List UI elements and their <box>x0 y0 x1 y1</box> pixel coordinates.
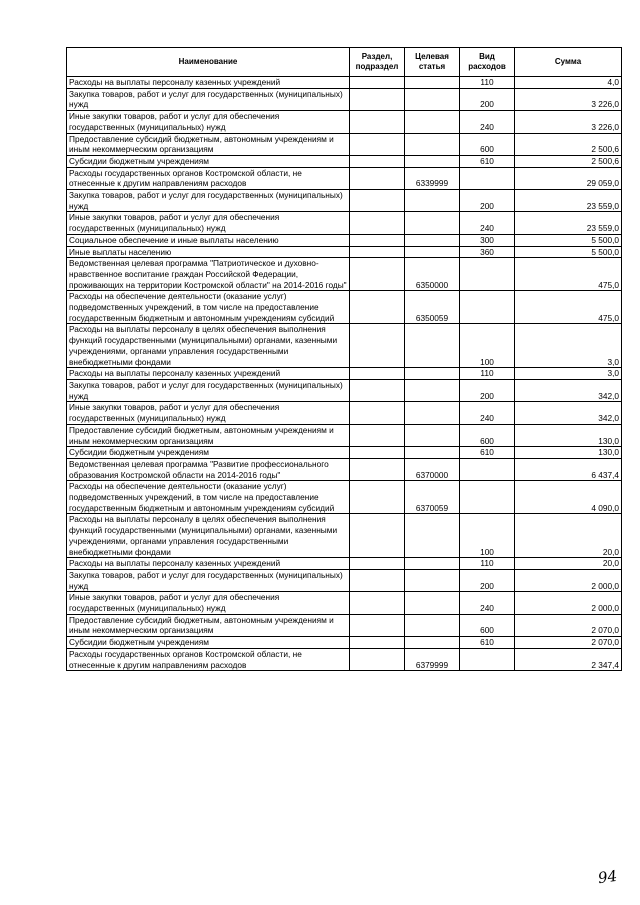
cell-target: 6350059 <box>405 291 460 324</box>
cell-kind: 200 <box>460 569 515 591</box>
table-row <box>67 246 622 258</box>
cell-target <box>405 447 460 459</box>
cell-name: Расходы на выплаты персоналу в целях обеспечения выполнения функций государственными (муниципальными) органами, казенными учреждениями, органами управления государственными внебюджетными фондами <box>67 514 350 558</box>
budget-table <box>66 47 622 671</box>
cell-kind: 100 <box>460 514 515 558</box>
cell-section <box>350 324 405 368</box>
header-kind: Вид расходов <box>460 48 515 77</box>
cell-name: Иные закупки товаров, работ и услуг для обеспечения государственных (муниципальных) нужд <box>67 592 350 614</box>
cell-target <box>405 133 460 155</box>
cell-name: Социальное обеспечение и иные выплаты населению <box>67 234 350 246</box>
cell-kind: 610 <box>460 637 515 649</box>
cell-name: Предоставление субсидий бюджетным, автономным учреждениям и иным некоммерческим организациям <box>67 133 350 155</box>
cell-section <box>350 368 405 380</box>
cell-amount: 2 070,0 <box>515 637 622 649</box>
cell-section <box>350 212 405 234</box>
page-number: 94 <box>596 866 619 888</box>
cell-kind: 100 <box>460 324 515 368</box>
cell-target <box>405 368 460 380</box>
cell-target <box>405 379 460 401</box>
table-row <box>67 379 622 401</box>
table-row <box>67 234 622 246</box>
table-row <box>67 258 622 291</box>
cell-section <box>350 88 405 110</box>
table-row <box>67 212 622 234</box>
header-name: Наименование <box>67 48 350 77</box>
cell-target <box>405 424 460 446</box>
cell-name: Иные закупки товаров, работ и услуг для обеспечения государственных (муниципальных) нужд <box>67 111 350 133</box>
cell-name: Предоставление субсидий бюджетным, автономным учреждениям и иным некоммерческим организациям <box>67 424 350 446</box>
cell-section <box>350 648 405 670</box>
cell-kind: 240 <box>460 402 515 424</box>
cell-target <box>405 77 460 89</box>
cell-target <box>405 88 460 110</box>
cell-target <box>405 155 460 167</box>
table-row <box>67 291 622 324</box>
cell-name: Субсидии бюджетным учреждениям <box>67 447 350 459</box>
cell-section <box>350 167 405 189</box>
cell-name: Расходы государственных органов Костромской области, не отнесенные к другим направлениям расходов <box>67 648 350 670</box>
table-row <box>67 648 622 670</box>
cell-amount: 130,0 <box>515 447 622 459</box>
cell-section <box>350 291 405 324</box>
header-target: Целевая статья <box>405 48 460 77</box>
cell-target <box>405 111 460 133</box>
cell-kind: 600 <box>460 614 515 636</box>
cell-target <box>405 569 460 591</box>
table-row <box>67 167 622 189</box>
cell-kind: 110 <box>460 77 515 89</box>
cell-section <box>350 592 405 614</box>
cell-amount: 20,0 <box>515 514 622 558</box>
cell-amount: 3,0 <box>515 368 622 380</box>
table-row <box>67 458 622 480</box>
cell-name: Предоставление субсидий бюджетным, автономным учреждениям и иным некоммерческим организациям <box>67 614 350 636</box>
table-row <box>67 424 622 446</box>
table-row <box>67 190 622 212</box>
cell-amount: 5 500,0 <box>515 234 622 246</box>
cell-kind: 110 <box>460 368 515 380</box>
cell-target <box>405 558 460 570</box>
cell-section <box>350 234 405 246</box>
cell-amount: 342,0 <box>515 379 622 401</box>
table-row <box>67 402 622 424</box>
cell-amount: 6 437,4 <box>515 458 622 480</box>
cell-kind <box>460 291 515 324</box>
table-row <box>67 514 622 558</box>
cell-kind: 610 <box>460 155 515 167</box>
table-row <box>67 637 622 649</box>
cell-kind <box>460 648 515 670</box>
cell-target <box>405 592 460 614</box>
cell-amount: 342,0 <box>515 402 622 424</box>
header-section: Раздел, подраздел <box>350 48 405 77</box>
cell-target <box>405 402 460 424</box>
cell-name: Расходы на обеспечение деятельности (оказание услуг) подведомственных учреждений, в том числе на предоставление государственным бюджетным и автономным учреждениям субсидий <box>67 481 350 514</box>
cell-target <box>405 614 460 636</box>
cell-kind: 600 <box>460 133 515 155</box>
cell-target <box>405 246 460 258</box>
cell-name: Расходы на обеспечение деятельности (оказание услуг) подведомственных учреждений, в том числе на предоставление государственным бюджетным и автономным учреждениям субсидий <box>67 291 350 324</box>
cell-kind <box>460 167 515 189</box>
cell-kind: 240 <box>460 592 515 614</box>
cell-section <box>350 155 405 167</box>
cell-name: Расходы на выплаты персоналу казенных учреждений <box>67 77 350 89</box>
cell-amount: 4 090,0 <box>515 481 622 514</box>
cell-target <box>405 324 460 368</box>
table-row <box>67 481 622 514</box>
cell-name: Иные закупки товаров, работ и услуг для обеспечения государственных (муниципальных) нужд <box>67 212 350 234</box>
cell-section <box>350 458 405 480</box>
cell-section <box>350 246 405 258</box>
table-row <box>67 558 622 570</box>
cell-amount: 20,0 <box>515 558 622 570</box>
cell-amount: 2 000,0 <box>515 569 622 591</box>
cell-kind: 360 <box>460 246 515 258</box>
cell-target <box>405 637 460 649</box>
cell-section <box>350 133 405 155</box>
table-row <box>67 88 622 110</box>
cell-name: Закупка товаров, работ и услуг для государственных (муниципальных) нужд <box>67 379 350 401</box>
cell-section <box>350 481 405 514</box>
cell-name: Закупка товаров, работ и услуг для государственных (муниципальных) нужд <box>67 190 350 212</box>
cell-section <box>350 379 405 401</box>
cell-kind <box>460 481 515 514</box>
cell-section <box>350 514 405 558</box>
cell-target <box>405 190 460 212</box>
cell-kind <box>460 458 515 480</box>
cell-amount: 130,0 <box>515 424 622 446</box>
cell-section <box>350 558 405 570</box>
cell-amount: 3 226,0 <box>515 111 622 133</box>
cell-name: Закупка товаров, работ и услуг для государственных (муниципальных) нужд <box>67 88 350 110</box>
cell-section <box>350 424 405 446</box>
header-amount: Сумма <box>515 48 622 77</box>
cell-name: Ведомственная целевая программа "Патриотическое и духовно-нравственное воспитание граждан Российской Федерации, проживающих на территории Костромской области" на 2014-2016 годы" <box>67 258 350 291</box>
cell-name: Иные выплаты населению <box>67 246 350 258</box>
cell-amount: 2 000,0 <box>515 592 622 614</box>
cell-target: 6370000 <box>405 458 460 480</box>
cell-section <box>350 637 405 649</box>
cell-section <box>350 569 405 591</box>
cell-section <box>350 447 405 459</box>
table-row <box>67 133 622 155</box>
cell-amount: 3,0 <box>515 324 622 368</box>
cell-target <box>405 234 460 246</box>
cell-amount: 2 500,6 <box>515 133 622 155</box>
cell-amount: 5 500,0 <box>515 246 622 258</box>
cell-amount: 4,0 <box>515 77 622 89</box>
cell-amount: 475,0 <box>515 258 622 291</box>
table-row <box>67 592 622 614</box>
cell-name: Расходы на выплаты персоналу в целях обеспечения выполнения функций государственными (муниципальными) органами, казенными учреждениями, органами управления государственными внебюджетными фондами <box>67 324 350 368</box>
cell-section <box>350 258 405 291</box>
cell-amount: 23 559,0 <box>515 212 622 234</box>
cell-target: 6350000 <box>405 258 460 291</box>
cell-kind: 300 <box>460 234 515 246</box>
table-row <box>67 155 622 167</box>
cell-kind: 200 <box>460 88 515 110</box>
cell-name: Иные закупки товаров, работ и услуг для обеспечения государственных (муниципальных) нужд <box>67 402 350 424</box>
cell-kind: 200 <box>460 379 515 401</box>
cell-name: Субсидии бюджетным учреждениям <box>67 637 350 649</box>
cell-kind: 110 <box>460 558 515 570</box>
cell-kind: 200 <box>460 190 515 212</box>
table-row <box>67 111 622 133</box>
cell-amount: 2 500,6 <box>515 155 622 167</box>
cell-amount: 3 226,0 <box>515 88 622 110</box>
table-body <box>67 77 622 671</box>
cell-target: 6339999 <box>405 167 460 189</box>
cell-amount: 23 559,0 <box>515 190 622 212</box>
cell-section <box>350 190 405 212</box>
cell-name: Закупка товаров, работ и услуг для государственных (муниципальных) нужд <box>67 569 350 591</box>
cell-amount: 475,0 <box>515 291 622 324</box>
cell-kind: 600 <box>460 424 515 446</box>
cell-name: Расходы на выплаты персоналу казенных учреждений <box>67 368 350 380</box>
cell-amount: 29 059,0 <box>515 167 622 189</box>
cell-target <box>405 514 460 558</box>
cell-kind: 240 <box>460 111 515 133</box>
cell-kind: 610 <box>460 447 515 459</box>
table-header-row <box>67 48 622 77</box>
cell-name: Ведомственная целевая программа "Развитие профессионального образования Костромской области на 2014-2016 годы" <box>67 458 350 480</box>
cell-name: Расходы государственных органов Костромской области, не отнесенные к другим направлениям расходов <box>67 167 350 189</box>
table-row <box>67 569 622 591</box>
cell-section <box>350 111 405 133</box>
cell-amount: 2 347,4 <box>515 648 622 670</box>
cell-name: Субсидии бюджетным учреждениям <box>67 155 350 167</box>
cell-section <box>350 77 405 89</box>
cell-name: Расходы на выплаты персоналу казенных учреждений <box>67 558 350 570</box>
cell-kind: 240 <box>460 212 515 234</box>
table-row <box>67 614 622 636</box>
cell-target: 6379999 <box>405 648 460 670</box>
cell-amount: 2 070,0 <box>515 614 622 636</box>
table-row <box>67 324 622 368</box>
table-row <box>67 368 622 380</box>
cell-section <box>350 614 405 636</box>
cell-kind <box>460 258 515 291</box>
table-row <box>67 447 622 459</box>
cell-section <box>350 402 405 424</box>
cell-target <box>405 212 460 234</box>
table-row <box>67 77 622 89</box>
cell-target: 6370059 <box>405 481 460 514</box>
